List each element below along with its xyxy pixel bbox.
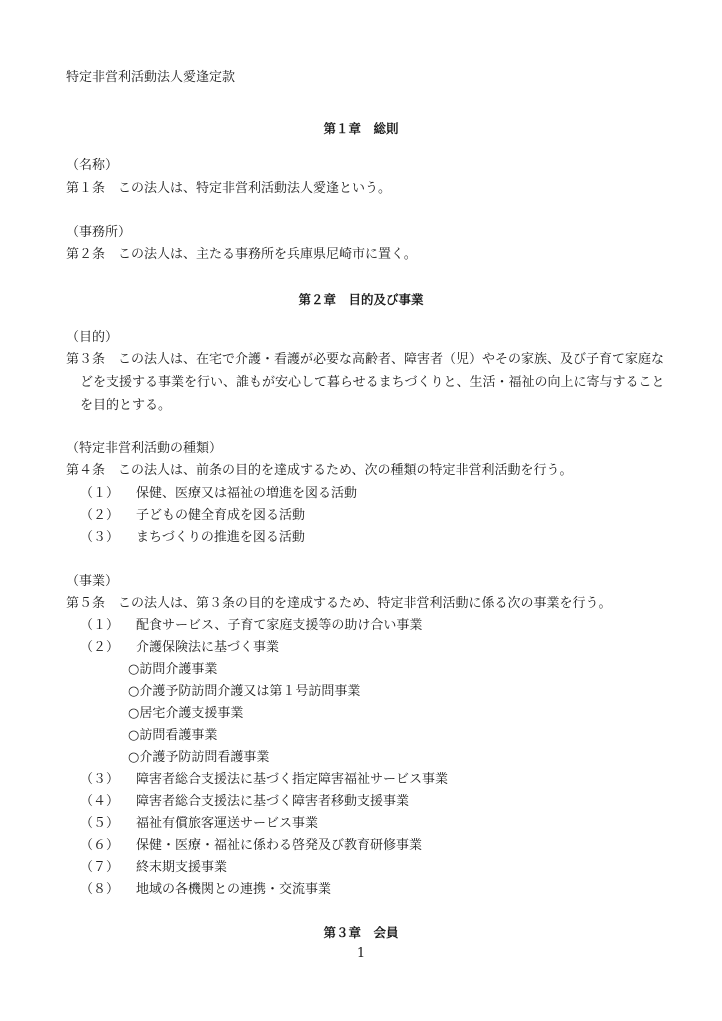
article-1-caption: （名称） — [66, 158, 119, 173]
item-text: 福祉有償旅客運送サービス事業 — [136, 816, 319, 831]
article-4-item-3 — [80, 530, 305, 546]
item-number: （１） — [80, 618, 120, 633]
item-text: 配食サービス、子育て家庭支援等の助け合い事業 — [136, 618, 423, 633]
item-number: （３） — [80, 530, 120, 545]
article-5-item-8 — [80, 882, 331, 898]
article-4-caption: （特定非営利活動の種類） — [66, 441, 223, 456]
article-4-text: 第４条 この法人は、前条の目的を達成するため、次の種類の特定非営利活動を行う。 — [66, 463, 573, 478]
article-5-text: 第５条 この法人は、第３条の目的を達成するため、特定非営利活動に係る次の事業を行う。 — [66, 596, 612, 611]
item-number: （７） — [80, 860, 120, 875]
chapter-3-heading: 第３章 会員 — [323, 925, 399, 940]
chapter-1-heading: 第１章 総則 — [323, 121, 399, 136]
page-number: 1 — [356, 946, 366, 961]
document-title: 特定非営利活動法人愛逢定款 — [66, 70, 236, 85]
article-4-item-2 — [80, 508, 305, 524]
item-text: 保健、医療又は福祉の増進を図る活動 — [136, 486, 358, 501]
item-text: 地域の各機関との連携・交流事業 — [136, 882, 332, 897]
article-3-line-1: 第３条 この法人は、在宅で介護・看護が必要な高齢者、障害者（児）やその家族、及び子育て家庭な — [66, 352, 665, 367]
item-text: 終末期支援事業 — [136, 860, 228, 875]
article-5-item-6 — [80, 838, 422, 854]
item-text: 障害者総合支援法に基づく障害者移動支援事業 — [136, 794, 410, 809]
article-5-caption: （事業） — [66, 574, 119, 589]
article-2-text: 第２条 この法人は、主たる事務所を兵庫県尼崎市に置く。 — [66, 247, 417, 262]
article-3-line-3: を目的とする。 — [80, 398, 172, 413]
article-5-item-4 — [80, 794, 409, 810]
article-5-item-3 — [80, 772, 448, 788]
item-text: 障害者総合支援法に基づく指定障害福祉サービス事業 — [136, 772, 449, 787]
item-number: （５） — [80, 816, 120, 831]
article-2-caption: （事務所） — [66, 225, 132, 240]
item-number: （４） — [80, 794, 120, 809]
item-text: まちづくりの推進を図る活動 — [136, 530, 305, 545]
item-text: 子どもの健全育成を図る活動 — [136, 508, 306, 523]
item-number: （６） — [80, 838, 120, 853]
article-5-item-1 — [80, 618, 422, 634]
item-number: （２） — [80, 508, 120, 523]
article-5-subitem-3: ○居宅介護支援事業 — [128, 706, 244, 721]
article-4-item-1 — [80, 486, 357, 502]
article-3-caption: （目的） — [66, 330, 119, 345]
item-text: 保健・医療・福祉に係わる啓発及び教育研修事業 — [136, 838, 423, 853]
article-5-subitem-5: ○介護予防訪問看護事業 — [128, 750, 270, 765]
item-number: （１） — [80, 486, 120, 501]
article-5-subitem-1: ○訪問介護事業 — [128, 662, 218, 677]
article-5-item-2 — [80, 640, 279, 656]
item-text: 介護保険法に基づく事業 — [136, 640, 280, 655]
item-number: （３） — [80, 772, 120, 787]
article-3-line-2: どを支援する事業を行い、誰もが安心して暮らせるまちづくりと、生活・福祉の向上に寄与すること — [80, 375, 665, 390]
article-5-subitem-4: ○訪問看護事業 — [128, 728, 218, 743]
article-5-item-5 — [80, 816, 318, 832]
item-number: （２） — [80, 640, 120, 655]
article-5-subitem-2: ○介護予防訪問介護又は第１号訪問事業 — [128, 684, 361, 699]
chapter-2-heading: 第２章 目的及び事業 — [298, 292, 424, 307]
item-number: （８） — [80, 882, 120, 897]
article-1-text: 第１条 この法人は、特定非営利活動法人愛逢という。 — [66, 181, 392, 196]
article-5-item-7 — [80, 860, 227, 876]
